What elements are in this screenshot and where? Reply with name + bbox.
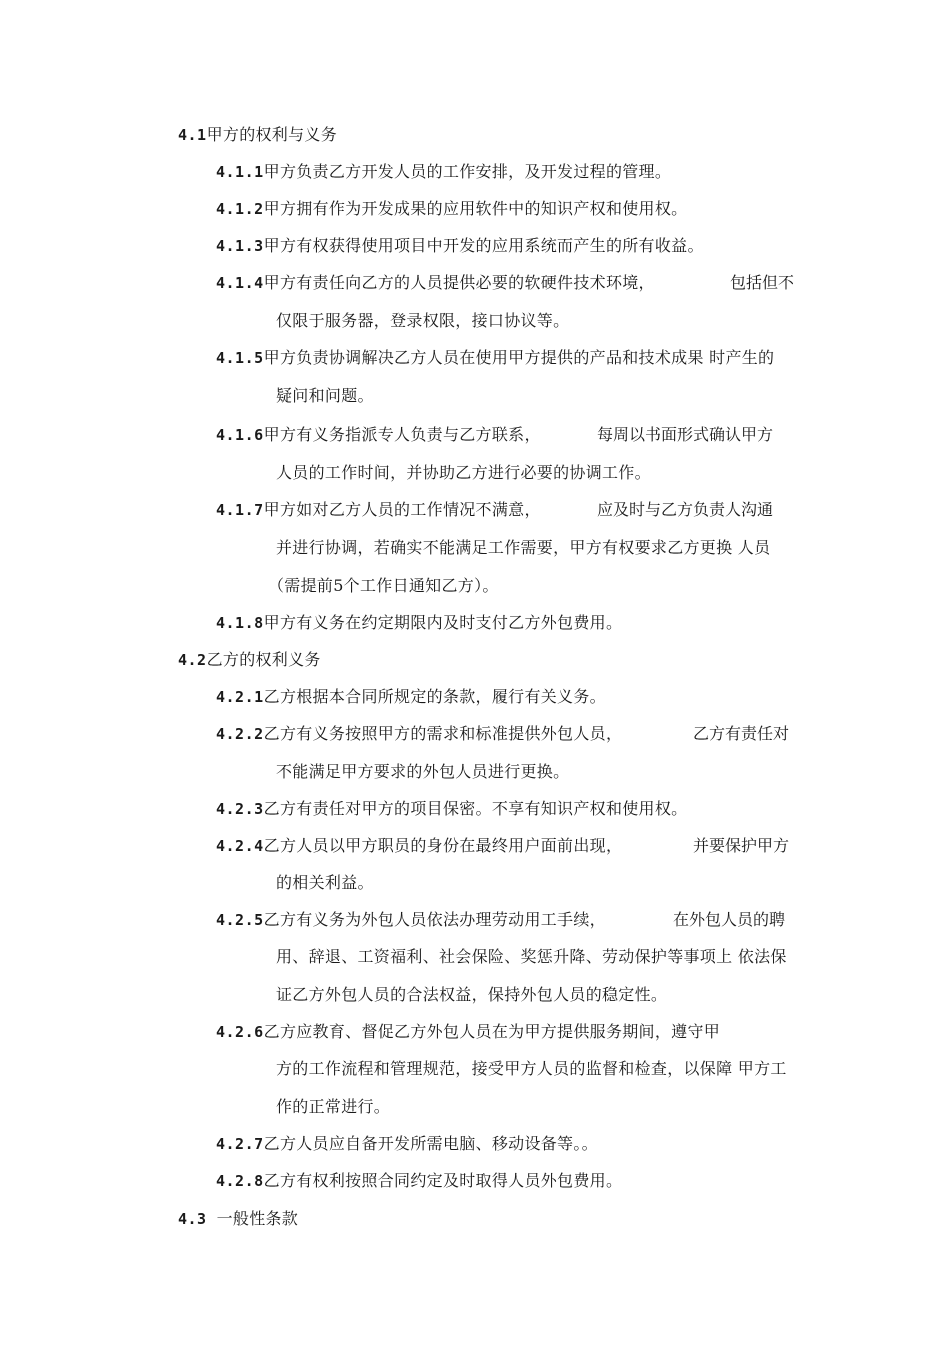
section-heading [178, 650, 321, 670]
clause-number: 4.2.1 [216, 688, 264, 706]
clause-text-continued: 包括但不 [730, 273, 795, 292]
clause [216, 199, 687, 219]
clause-text-continued: 仅限于服务器，登录权限，接口协议等。 [276, 311, 570, 330]
clause-text-continued: （需提前5个工作日通知乙方）。 [268, 576, 499, 595]
clause-text: 乙方有权利按照合同约定及时取得人员外包费用。 [263, 1171, 623, 1190]
clause-text: 甲方有义务在约定期限内及时支付乙方外包费用。 [263, 613, 623, 632]
clause-text: 乙方人员以甲方职员的身份在最终用户面前出现， [263, 836, 623, 855]
section-number: 4.1 [178, 126, 207, 144]
clause-number: 4.1.6 [216, 426, 264, 444]
clause-text-continued: 乙方有责任对 [693, 724, 790, 743]
clause-number: 4.2.8 [216, 1172, 264, 1190]
clause-number: 4.2.4 [216, 837, 264, 855]
section-title: 乙方的权利义务 [206, 650, 321, 669]
section-heading [178, 1209, 298, 1229]
clause [216, 1171, 622, 1191]
clause-text: 乙方人员应自备开发所需电脑、移动设备等。。 [263, 1134, 598, 1153]
section-title: 一般性条款 [216, 1209, 299, 1228]
clause [216, 836, 622, 856]
clause-text: 甲方拥有作为开发成果的应用软件中的知识产权和使用权。 [263, 199, 688, 218]
clause [216, 236, 704, 256]
clause-text: 乙方应教育、督促乙方外包人员在为甲方提供服务期间，遵守甲 [263, 1022, 721, 1041]
clause [216, 162, 671, 182]
clause [216, 799, 687, 819]
clause [216, 1022, 720, 1042]
clause-number: 4.2.6 [216, 1023, 264, 1041]
clause-number: 4.1.3 [216, 237, 264, 255]
clause-text: 乙方有责任对甲方的项目保密。不享有知识产权和使用权。 [263, 799, 688, 818]
clause [216, 910, 606, 930]
clause-text-continued: 用、辞退、工资福利、社会保险、奖惩升降、劳动保护等事项上 依法保 [276, 947, 787, 966]
clause-number: 4.1.1 [216, 163, 264, 181]
clause-text: 乙方根据本合同所规定的条款，履行有关义务。 [263, 687, 606, 706]
section-title: 甲方的权利与义务 [206, 125, 337, 144]
clause [216, 687, 606, 707]
clause-text: 乙方有义务为外包人员依法办理劳动用工手续， [263, 910, 606, 929]
clause-number: 4.2.2 [216, 725, 264, 743]
clause-text-continued: 疑问和问题。 [276, 386, 374, 405]
clause-number: 4.2.3 [216, 800, 264, 818]
clause-number: 4.1.7 [216, 501, 264, 519]
clause-text: 乙方有义务按照甲方的需求和标准提供外包人员， [263, 724, 623, 743]
clause-text-continued: 并要保护甲方 [693, 836, 790, 855]
clause [216, 348, 774, 368]
clause-text-continued: 人员的工作时间，并协助乙方进行必要的协调工作。 [276, 463, 651, 482]
clause-number: 4.1.8 [216, 614, 264, 632]
clause-text-continued: 应及时与乙方负责人沟通 [597, 500, 774, 519]
clause [216, 273, 655, 293]
clause-text: 甲方如对乙方人员的工作情况不满意， [263, 500, 541, 519]
clause-text-continued: 证乙方外包人员的合法权益，保持外包人员的稳定性。 [276, 985, 668, 1004]
clause-number: 4.2.5 [216, 911, 264, 929]
clause [216, 724, 622, 744]
clause-text: 甲方负责协调解决乙方人员在使用甲方提供的产品和技术成果 时产生的 [263, 348, 775, 367]
clause-number: 4.2.7 [216, 1135, 264, 1153]
section-heading [178, 125, 337, 145]
clause-text: 甲方负责乙方开发人员的工作安排，及开发过程的管理。 [263, 162, 672, 181]
clause-text: 甲方有责任向乙方的人员提供必要的软硬件技术环境， [263, 273, 655, 292]
clause-text: 甲方有义务指派专人负责与乙方联系， [263, 425, 541, 444]
clause-text: 甲方有权获得使用项目中开发的应用系统而产生的所有收益。 [263, 236, 704, 255]
clause [216, 425, 541, 445]
clause [216, 613, 622, 633]
clause-text-continued: 方的工作流程和管理规范，接受甲方人员的监督和检查，以保障 甲方工 [276, 1059, 787, 1078]
clause-number: 4.1.5 [216, 349, 264, 367]
clause [216, 1134, 598, 1154]
section-number: 4.3 [178, 1210, 207, 1228]
clause-number: 4.1.2 [216, 200, 264, 218]
clause-text-continued: 作的正常进行。 [276, 1097, 391, 1116]
clause-text-continued: 在外包人员的聘 [673, 910, 786, 929]
clause [216, 500, 541, 520]
clause-text-continued: 的相关利益。 [276, 873, 374, 892]
clause-text-continued: 并进行协调，若确实不能满足工作需要，甲方有权要求乙方更换 人员 [276, 538, 771, 557]
clause-text-continued: 不能满足甲方要求的外包人员进行更换。 [276, 762, 570, 781]
clause-text-continued: 每周以书面形式确认甲方 [597, 425, 774, 444]
section-number: 4.2 [178, 651, 207, 669]
clause-number: 4.1.4 [216, 274, 264, 292]
